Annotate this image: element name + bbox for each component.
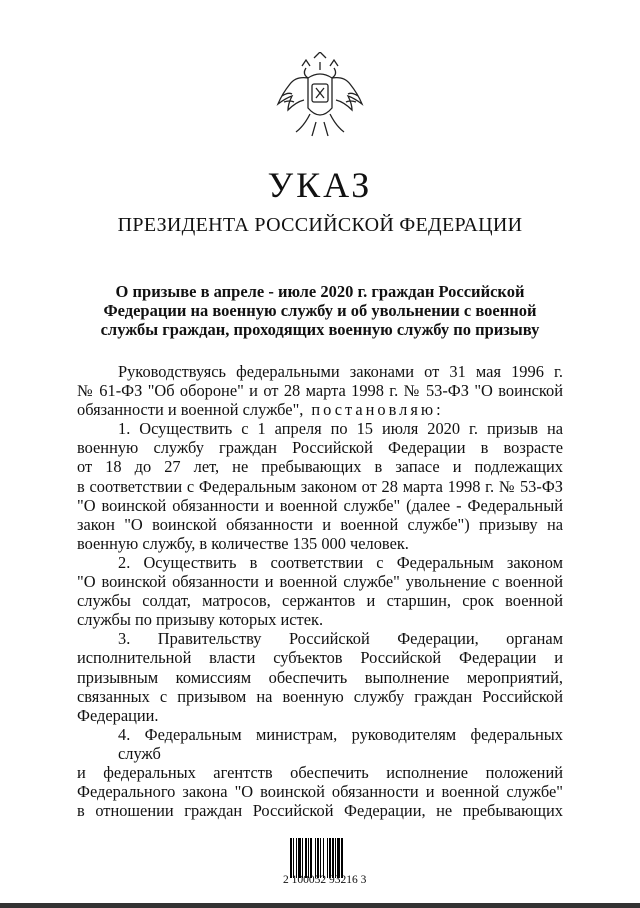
body-line xyxy=(77,782,563,801)
page-bottom-edge xyxy=(0,903,640,908)
body-line xyxy=(77,362,563,381)
body-line-text: "О воинской обязанности и военной службе" увольнение с военной xyxy=(77,572,563,592)
body-line xyxy=(77,591,563,610)
body-line xyxy=(77,572,563,591)
document-title: УКАЗ xyxy=(267,165,373,205)
body-line-text: военную службу, в количестве 135 000 человек. xyxy=(77,533,409,553)
body-line-text: связанных с призывом на военную службу граждан Российской xyxy=(77,686,563,706)
body-line-text: 3. Правительству Российской Федерации, органам xyxy=(118,629,563,649)
barcode-bar xyxy=(341,838,343,878)
body-line xyxy=(77,553,563,572)
body-line xyxy=(77,668,563,687)
body-line-text: Федерального закона "О воинской обязанности и военной службе" xyxy=(77,782,563,802)
body-line xyxy=(77,610,563,629)
body-line xyxy=(77,706,563,725)
body-line xyxy=(77,763,563,782)
body-line-text: "О воинской обязанности и военной службе" (далее - Федеральный xyxy=(77,495,563,515)
body-line-text: 4. Федеральным министрам, руководителям федеральных служб xyxy=(118,724,563,763)
heading-line: Федерации на военную службу и об увольнении с военной xyxy=(103,301,537,320)
body-line xyxy=(77,438,563,457)
body-line xyxy=(77,496,563,515)
body-line-text: 2. Осуществить в соответствии с Федеральным законом xyxy=(118,552,563,572)
heading-line: службы граждан, проходящих военную службу по призыву xyxy=(100,320,540,339)
body-line xyxy=(77,725,563,763)
body-line-text: № 61-ФЗ "Об обороне" и от 28 марта 1998 г. № 53-ФЗ "О воинской xyxy=(77,381,563,401)
body-line-text: службы солдат, матросов, сержантов и старшин, срок военной xyxy=(77,591,563,611)
spaced-verb: постановляю: xyxy=(311,400,444,420)
decree-heading xyxy=(0,282,640,339)
body-line xyxy=(77,629,563,648)
body-line-text: исполнительной власти субъектов Российской Федерации и xyxy=(77,648,563,668)
body-line xyxy=(77,381,563,400)
body-line-text: в соответствии с Федеральным законом от 28 марта 1998 г. № 53-ФЗ xyxy=(77,476,563,496)
body-line xyxy=(77,534,563,553)
body-line xyxy=(77,457,563,476)
body-line-text: службы по призыву которых истек. xyxy=(77,610,324,630)
state-emblem-icon xyxy=(272,52,368,144)
body-line xyxy=(77,801,563,820)
body-line xyxy=(77,687,563,706)
barcode-bars xyxy=(290,838,362,878)
body-line-text: и федеральных агентств обеспечить исполнение положений xyxy=(77,762,563,782)
body-line-text: призывным комиссиям обеспечить выполнение мероприятий, xyxy=(77,667,563,687)
body-line-text: закон "О воинской обязанности и военной службе") призыву на xyxy=(77,514,563,534)
body-line-text: Федерации. xyxy=(77,705,159,725)
document-subtitle: ПРЕЗИДЕНТА РОССИЙСКОЙ ФЕДЕРАЦИИ xyxy=(117,214,523,236)
body-line xyxy=(77,648,563,667)
body-line-text: Руководствуясь федеральными законами от 31 мая 1996 г. xyxy=(118,362,563,381)
decree-body xyxy=(77,362,563,820)
body-line-text: в отношении граждан Российской Федерации, не пребывающих xyxy=(77,801,563,821)
body-line xyxy=(77,419,563,438)
heading-line: О призыве в апреле - июле 2020 г. граждан Российской xyxy=(115,282,525,301)
body-line xyxy=(77,515,563,534)
barcode-number: 2 100052 93216 3 xyxy=(283,874,367,886)
body-line-text: военную службу граждан Российской Федерации в возрасте xyxy=(77,438,563,458)
body-line-text: 1. Осуществить с 1 апреля по 15 июля 2020 г. призыв на xyxy=(118,419,563,439)
body-line-text: от 18 до 27 лет, не пребывающих в запасе и подлежащих xyxy=(77,457,563,477)
body-line-text: обязанности и военной службе", xyxy=(77,400,304,420)
body-line xyxy=(77,400,563,419)
body-line xyxy=(77,477,563,496)
barcode xyxy=(283,834,367,886)
